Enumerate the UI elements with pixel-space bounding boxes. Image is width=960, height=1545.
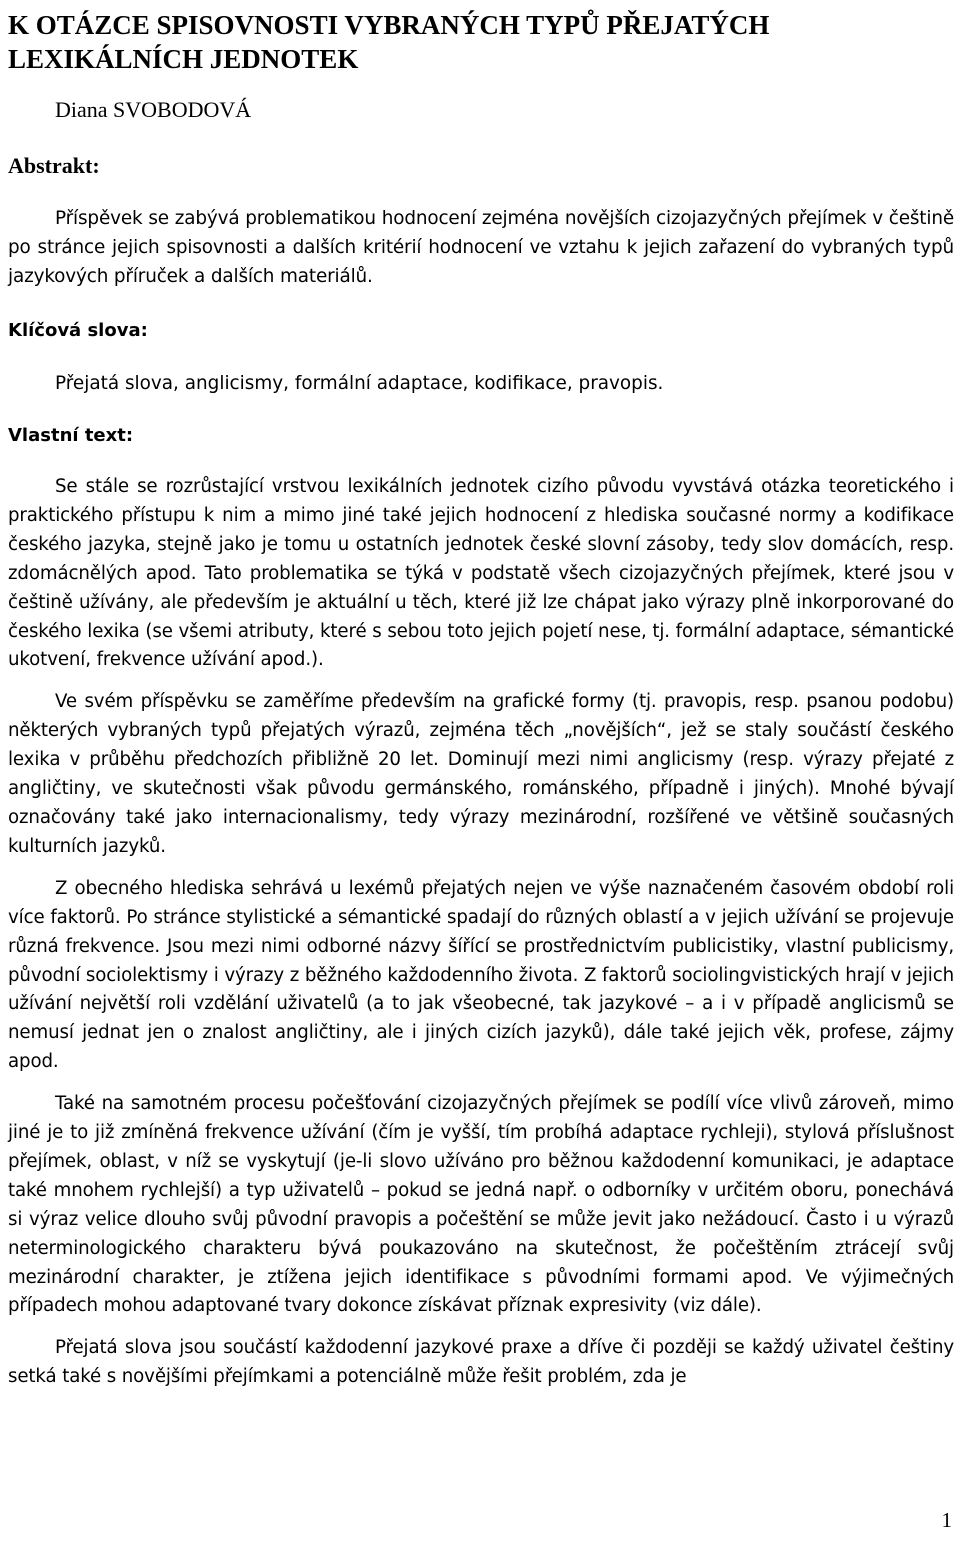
author-name: Diana SVOBODOVÁ [55,97,252,122]
paper-title: K OTÁZCE SPISOVNOSTI VYBRANÝCH TYPŮ PŘEJATÝCH LEXIKÁLNÍCH JEDNOTEK [8,10,770,74]
abstract-text: Příspěvek se zabývá problematikou hodnocení zejména novějších cizojazyčných přejímek v češtině po stránce jejich spisovnosti a dalších kritérií hodnocení ve vztahu k jejich zařazení do vybraných typů jazykových příruček a dalších materiálů. [8,208,954,287]
page-number: 1 [941,1508,952,1532]
body-label: Vlastní text: [8,425,134,446]
body-paragraph: Z obecného hlediska sehrává u lexémů přejatých nejen ve výše naznačeném časovém období roli více faktorů. Po stránce stylistické a sémantické spadají do různých oblastí a v jejich užívání se projevuje různá frekvence. Jsou mezi nimi odborné názvy šířící se prostřednictvím publicistiky, vlastní publicismy, původní sociolektismy i výrazy z běžného každodenního života. Z faktorů sociolingvistických hrají v jejich užívání největší roli vzdělání uživatelů (a to jak všeobecné, tak jazykové – a i v případě anglicismů se nemusí jednat jen o znalost angličtiny, ale i jiných cizích jazyků), dále také jejich věk, profese, zájmy apod. [8,877,954,1073]
keywords-label: Klíčová slova: [8,320,148,341]
body-paragraph: Přejatá slova jsou součástí každodenní jazykové praxe a dříve či později se každý uživatel češtiny setká také s novějšími přejímkami a potenciálně může řešit problém, zda je [8,1337,954,1388]
body-paragraph: Také na samotném procesu počešťování cizojazyčných přejímek se podílí více vlivů zároveň, mimo jiné je to již zmíněná frekvence užívání (čím je vyšší, tím probíhá adaptace rychleji), stylová příslušnost přejímek, oblast, v níž se vyskytují (je-li slovo užíváno pro běžnou každodenní komunikaci, je adaptace také mnohem rychlejší) a typ uživatelů – pokud se jedná např. o odborníky v určitém oboru, ponechává si výraz velice dlouho svůj původní pravopis a počeštění se může jevit jako nežádoucí. Často i u výrazů neterminologického charakteru bývá poukazováno na skutečnost, že počeštěním ztrácejí svůj mezinárodní charakter, je ztížena jejich identifikace s původními formami apod. Ve výjimečných případech mohou adaptované tvary dokonce získávat příznak expresivity (viz dále). [8,1093,954,1317]
body-paragraph: Se stále se rozrůstající vrstvou lexikálních jednotek cizího původu vyvstává otázka teoretického i praktického přístupu k nim a mimo jiné také jejich hodnocení z hlediska současné normy a kodifikace českého jazyka, stejně jako je tomu u ostatních jednotek české slovní zásoby, tedy slov domácích, resp. zdomácnělých apod. Tato problematika se týká v podstatě všech cizojazyčných přejímek, které jsou v češtině užívány, ale především je aktuální u těch, které již lze chápat jako výrazy plně inkorporované do českého lexika (se všemi atributy, které s sebou toto jejich pojetí nese, tj. formální adaptace, sémantické ukotvení, frekvence užívání apod.). [8,476,954,671]
body-text [8,473,954,1405]
keywords-text: Přejatá slova, anglicismy, formální adaptace, kodifikace, pravopis. [55,373,664,394]
body-paragraph: Ve svém příspěvku se zaměříme především na grafické formy (tj. pravopis, resp. psanou podobu) některých vybraných typů přejatých výrazů, zejména těch „novějších“, jež se staly součástí českého lexika v průběhu předchozích přibližně 20 let. Dominují mezi nimi anglicismy (resp. výrazy přejaté z angličtiny, ve skutečnosti však původu germánského, románského, případně i jiných). Mnohé bývají označovány také jako internacionalismy, tedy výrazy mezinárodní, rozšířené ve většině současných kulturních jazyků. [8,691,954,857]
abstract-label: Abstrakt: [8,153,100,178]
